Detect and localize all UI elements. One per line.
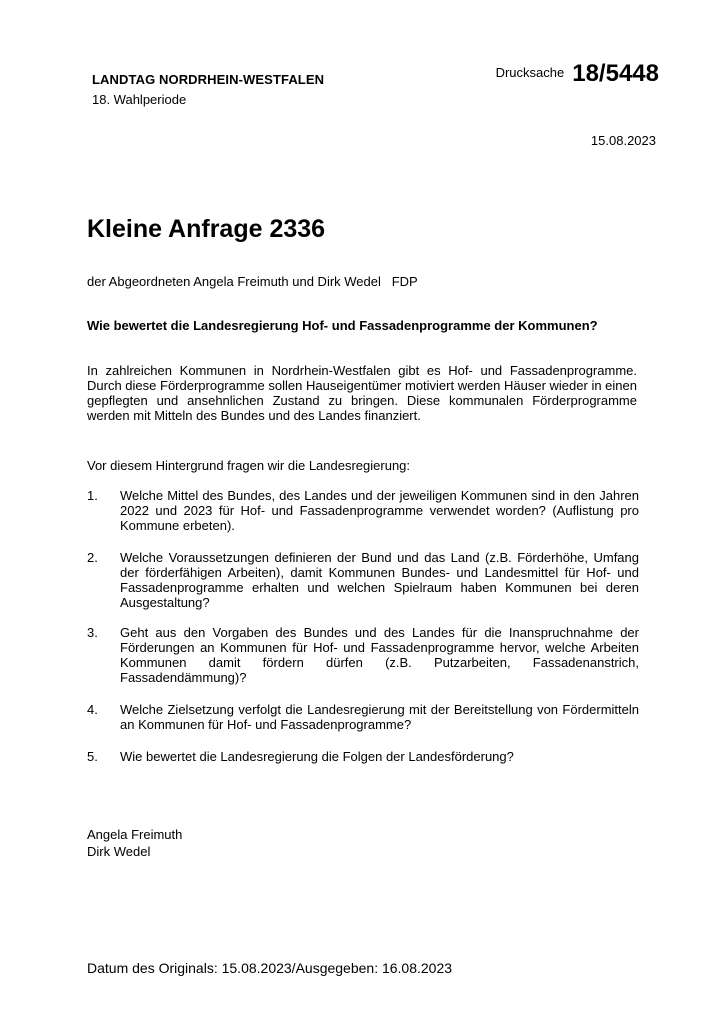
- question-text: Welche Mittel des Bundes, des Landes und der jeweiligen Kommunen sind in den Jahren 2022 und 2023 für Hof- und Fassadenprogramme verwendet worden? (Auflistung pro Kommune erbeten).: [120, 488, 639, 533]
- question-item: [87, 550, 639, 610]
- printed-matter-number: 18/5448: [572, 60, 659, 87]
- footer-dates: Datum des Originals: 15.08.2023/Ausgegeben: 16.08.2023: [87, 960, 453, 976]
- question-number: 4.: [87, 702, 98, 717]
- question-item: [87, 625, 639, 685]
- signature-name: Angela Freimuth: [87, 827, 183, 842]
- lead-sentence: Vor diesem Hintergrund fragen wir die Landesregierung:: [87, 458, 411, 473]
- legislative-period: 18. Wahlperiode: [92, 92, 187, 107]
- question-item: [87, 749, 639, 764]
- question-list: [87, 488, 639, 764]
- signature-block: [87, 826, 182, 860]
- intro-paragraph: In zahlreichen Kommunen in Nordrhein-Westfalen gibt es Hof- und Fassadenprogramme. Durch diese Förderprogramme sollen Hauseigentümer motiviert werden Häuser wieder in einen gepflegten und ansehnlichen Zustand zu bringen. Diese kommunalen Förderprogramme werden mit Mitteln des Bundes und des Landes finanziert.: [87, 363, 637, 423]
- question-number: 5.: [87, 749, 98, 764]
- question-number: 3.: [87, 625, 98, 640]
- signature-name: Dirk Wedel: [87, 844, 151, 859]
- question-item: [87, 702, 639, 732]
- question-text: Welche Zielsetzung verfolgt die Landesregierung mit der Bereitstellung von Fördermitteln an Kommunen für Hof- und Fassadenprogramme?: [120, 702, 639, 732]
- authors-line: der Abgeordneten Angela Freimuth und Dirk Wedel FDP: [87, 274, 418, 289]
- printed-matter-reference: [496, 60, 659, 88]
- main-question: Wie bewertet die Landesregierung Hof- und Fassadenprogramme der Kommunen?: [87, 318, 598, 333]
- question-item: [87, 488, 639, 533]
- question-text: Geht aus den Vorgaben des Bundes und des Landes für die Inanspruchnahme der Förderungen an Kommunen für Hof- und Fassadenprogramme hervor, welche Arbeiten Kommunen damit fördern dürfen (z.B. Putzarbeiten, Fassadenanstrich, Fassadendämmung)?: [120, 625, 639, 685]
- document-title: Kleine Anfrage 2336: [87, 215, 326, 243]
- question-number: 2.: [87, 550, 98, 565]
- question-number: 1.: [87, 488, 98, 503]
- question-text: Wie bewertet die Landesregierung die Folgen der Landesförderung?: [120, 749, 514, 764]
- parliament-name: LANDTAG NORDRHEIN-WESTFALEN: [92, 72, 325, 87]
- printed-matter-label: Drucksache: [495, 65, 565, 80]
- question-text: Welche Voraussetzungen definieren der Bund und das Land (z.B. Förderhöhe, Umfang der förderfähigen Arbeiten), damit Kommunen Bundes- und Landesmittel für Hof- und Fassadenprogramme erhalten und welchen Spielraum haben Kommunen bei deren Ausgestaltung?: [120, 550, 639, 610]
- document-date: 15.08.2023: [590, 133, 656, 148]
